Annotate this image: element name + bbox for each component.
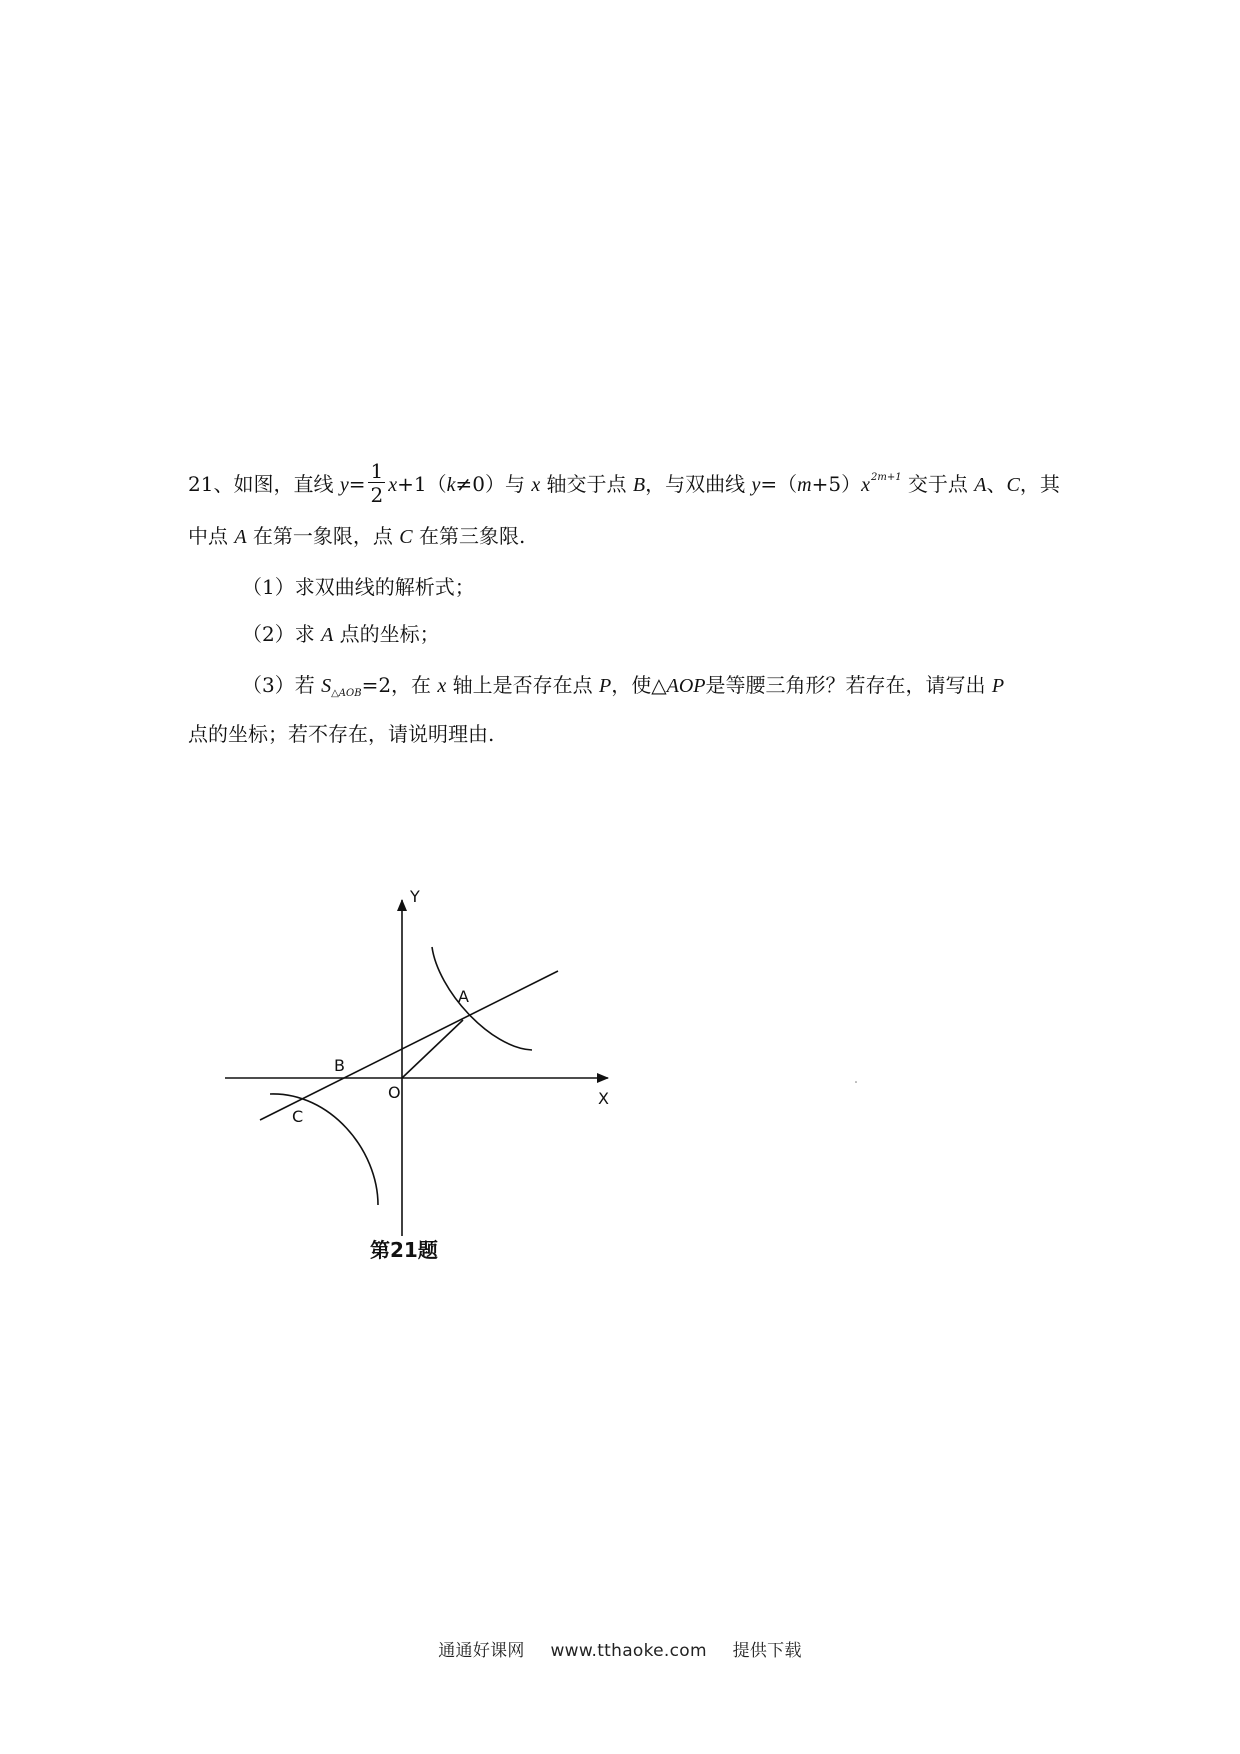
segment-OA [402, 1020, 463, 1078]
point-label-A: A [458, 987, 469, 1006]
question-part-2: （2）求 A 点的坐标； [242, 622, 440, 646]
footer-site-name: 通通好课网 [438, 1641, 525, 1661]
point-label-C: C [292, 1107, 304, 1126]
hyperbola-branch-third-quadrant [270, 1094, 378, 1205]
question-part-1: （1）求双曲线的解析式； [242, 575, 475, 599]
exponent: 2m+1 [870, 472, 902, 483]
origin-label: O [388, 1083, 401, 1102]
question-number: 21、 [188, 472, 234, 496]
stray-dot [855, 1081, 857, 1083]
y-axis-label: Y [410, 887, 420, 906]
page-footer [0, 1636, 1240, 1661]
question-line-1: 21、如图，直线 y= $\frac{1}{2}$ x+1（k≠0）与 x 轴交于点 B，与双曲线 $y=(m+5)x^{2m+1}$ 交于点 A、C，其 [188, 459, 1060, 507]
question-part-3-continued: 点的坐标；若不存在，请说明理由. [188, 722, 495, 746]
question-part-3: （3）若 $S_{\triangle AOB}=2$，在 x 轴上是否存在点 P，使△AOP是等腰三角形？若存在，请写出 P [242, 673, 1005, 699]
footer-note: 提供下载 [732, 1641, 802, 1661]
footer-url[interactable]: www.tthaoke.com [550, 1641, 707, 1661]
x-axis-label: X [598, 1089, 609, 1108]
question-line-2: 中点 A 在第一象限，点 C 在第三象限. [188, 524, 526, 548]
point-label-B: B [334, 1056, 345, 1075]
figure-caption: 第21题 [370, 1238, 438, 1262]
fraction-one-half: $\frac{1}{2}$ [370, 459, 384, 507]
